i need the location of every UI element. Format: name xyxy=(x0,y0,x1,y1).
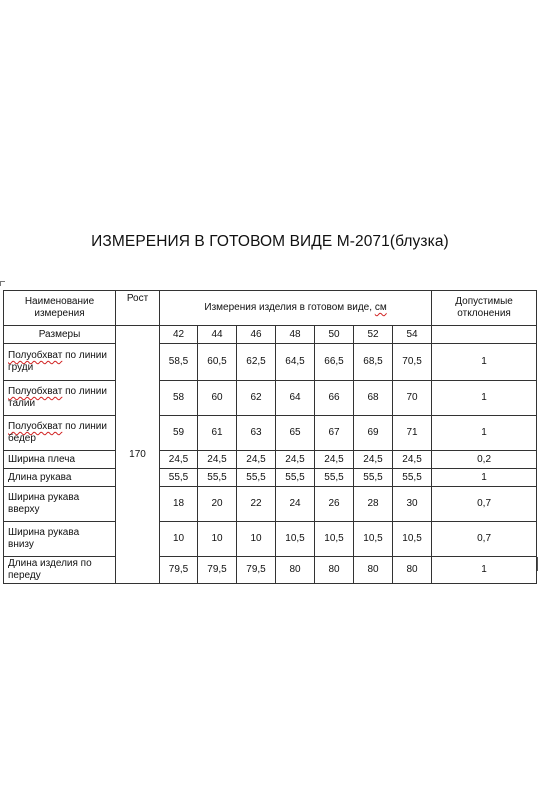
measurement-value-cell: 79,5 xyxy=(198,557,237,584)
measurement-name-cell xyxy=(4,469,116,487)
measurement-value-cell: 55,5 xyxy=(354,469,393,487)
measurement-row xyxy=(4,344,537,381)
measurement-value-cell: 58,5 xyxy=(160,344,198,381)
measurement-value-cell: 80 xyxy=(276,557,315,584)
measurement-name-text: Длина изделия по xyxy=(8,558,92,569)
measurement-name-line1 xyxy=(8,454,113,466)
measurement-name-flagged-word: Полуобхват xyxy=(8,350,63,361)
measurement-row xyxy=(4,557,537,584)
measurement-name-line2: талии xyxy=(8,398,36,409)
measurement-name-text: по линии xyxy=(62,350,107,361)
header-height: Рост xyxy=(126,293,149,304)
measurement-value-cell: 66,5 xyxy=(315,344,354,381)
size-cell: 44 xyxy=(198,326,237,344)
measurement-name-cell xyxy=(4,344,116,381)
sizes-tolerance-empty xyxy=(432,326,537,344)
measurement-value-cell: 55,5 xyxy=(315,469,354,487)
measurement-value-cell: 18 xyxy=(160,487,198,522)
header-tolerance-cell xyxy=(432,291,537,326)
measurement-value-cell: 64 xyxy=(276,381,315,416)
measurement-name-line1 xyxy=(8,558,113,570)
measurement-value-cell: 55,5 xyxy=(160,469,198,487)
header-tolerance-line1: Допустимые xyxy=(455,296,513,307)
measurement-name-line2: переду xyxy=(8,570,41,581)
size-cell: 42 xyxy=(160,326,198,344)
measurement-value-cell: 10 xyxy=(237,522,276,557)
measurement-name-cell xyxy=(4,381,116,416)
measurement-value-cell: 71 xyxy=(393,416,432,451)
measurement-value-cell: 59 xyxy=(160,416,198,451)
measurement-name-line1 xyxy=(8,492,113,504)
measurement-row xyxy=(4,469,537,487)
measurement-name-line1 xyxy=(8,386,113,398)
measurement-value-cell: 64,5 xyxy=(276,344,315,381)
measurement-name-text: Длина рукава xyxy=(8,471,72,483)
measurement-name-text: по линии xyxy=(62,386,107,397)
measurement-value-cell: 55,5 xyxy=(276,469,315,487)
size-cell: 52 xyxy=(354,326,393,344)
header-measurements-cell xyxy=(160,291,432,326)
measurement-value-cell: 24,5 xyxy=(393,451,432,469)
measurement-name-cell xyxy=(4,416,116,451)
tolerance-cell: 0,2 xyxy=(432,451,537,469)
measurement-value-cell: 24,5 xyxy=(237,451,276,469)
measurement-value-cell: 66 xyxy=(315,381,354,416)
measurement-row xyxy=(4,451,537,469)
header-name-line2: измерения xyxy=(34,308,85,319)
measurement-value-cell: 10,5 xyxy=(315,522,354,557)
measurement-name-line2: вверху xyxy=(8,504,40,515)
measurement-value-cell: 22 xyxy=(237,487,276,522)
measurement-value-cell: 61 xyxy=(198,416,237,451)
measurement-name-line1 xyxy=(8,527,113,539)
column-resize-marker xyxy=(537,557,538,571)
measurement-value-cell: 68 xyxy=(354,381,393,416)
measurement-value-cell: 10,5 xyxy=(393,522,432,557)
header-height-cell xyxy=(116,291,160,326)
measurement-value-cell: 26 xyxy=(315,487,354,522)
measurement-row xyxy=(4,381,537,416)
header-name-cell xyxy=(4,291,116,326)
measurement-row xyxy=(4,522,537,557)
measurement-row xyxy=(4,416,537,451)
tolerance-cell: 0,7 xyxy=(432,522,537,557)
measurement-value-cell: 55,5 xyxy=(198,469,237,487)
size-cell: 46 xyxy=(237,326,276,344)
measurement-value-cell: 65 xyxy=(276,416,315,451)
tolerance-cell: 0,7 xyxy=(432,487,537,522)
measurement-value-cell: 24,5 xyxy=(354,451,393,469)
tolerance-cell: 1 xyxy=(432,416,537,451)
measurement-name-text: Ширина рукава xyxy=(8,492,80,503)
measurement-name-text: по линии xyxy=(62,421,107,432)
tolerance-cell: 1 xyxy=(432,557,537,584)
measurement-value-cell: 10 xyxy=(160,522,198,557)
measurement-value-cell: 80 xyxy=(393,557,432,584)
header-tolerance-line2: отклонения xyxy=(457,308,511,319)
measurement-value-cell: 79,5 xyxy=(237,557,276,584)
measurement-value-cell: 80 xyxy=(354,557,393,584)
measurement-value-cell: 24,5 xyxy=(160,451,198,469)
measurement-value-cell: 67 xyxy=(315,416,354,451)
measurement-value-cell: 63 xyxy=(237,416,276,451)
measurement-name-cell xyxy=(4,522,116,557)
size-cell: 50 xyxy=(315,326,354,344)
tolerance-cell: 1 xyxy=(432,344,537,381)
measurement-name-flagged-word: Полуобхват xyxy=(8,386,63,397)
measurement-value-cell: 55,5 xyxy=(393,469,432,487)
document-title: ИЗМЕРЕНИЯ В ГОТОВОМ ВИДЕ М-2071(блузка) xyxy=(91,233,449,250)
measurement-value-cell: 70,5 xyxy=(393,344,432,381)
measurement-value-cell: 55,5 xyxy=(237,469,276,487)
measurement-value-cell: 79,5 xyxy=(160,557,198,584)
measurement-row xyxy=(4,487,537,522)
height-value: 170 xyxy=(129,448,146,460)
measurement-name-text: Ширина плеча xyxy=(8,453,76,465)
header-name-line1: Наименование xyxy=(24,296,95,307)
measurement-name-line1 xyxy=(8,472,113,484)
size-cell: 54 xyxy=(393,326,432,344)
measurement-value-cell: 10 xyxy=(198,522,237,557)
measurement-value-cell: 28 xyxy=(354,487,393,522)
tolerance-cell: 1 xyxy=(432,469,537,487)
measurement-value-cell: 70 xyxy=(393,381,432,416)
header-measurements-prefix: Измерения изделия в готовом виде, xyxy=(204,302,373,313)
measurement-name-line1 xyxy=(8,350,113,362)
measurement-name-line2: груди xyxy=(8,362,34,373)
measurement-value-cell: 60,5 xyxy=(198,344,237,381)
measurement-value-cell: 68,5 xyxy=(354,344,393,381)
measurement-value-cell: 30 xyxy=(393,487,432,522)
measurements-table xyxy=(3,290,537,584)
measurement-name-line2: внизу xyxy=(8,539,34,550)
measurement-name-cell xyxy=(4,557,116,584)
measurement-value-cell: 62 xyxy=(237,381,276,416)
header-measurements-unit: см xyxy=(374,302,387,313)
measurement-value-cell: 24,5 xyxy=(276,451,315,469)
size-cell: 48 xyxy=(276,326,315,344)
measurement-value-cell: 69 xyxy=(354,416,393,451)
measurement-name-line2: бедер xyxy=(8,433,36,444)
table-move-handle[interactable] xyxy=(0,281,5,286)
measurement-name-text: Ширина рукава xyxy=(8,527,80,538)
measurement-value-cell: 24,5 xyxy=(198,451,237,469)
sizes-label: Размеры xyxy=(4,326,116,344)
measurement-name-cell xyxy=(4,487,116,522)
measurement-value-cell: 58 xyxy=(160,381,198,416)
measurement-value-cell: 20 xyxy=(198,487,237,522)
measurement-value-cell: 10,5 xyxy=(354,522,393,557)
measurement-name-cell xyxy=(4,451,116,469)
sizes-row xyxy=(4,326,537,344)
tolerance-cell: 1 xyxy=(432,381,537,416)
measurement-name-line1 xyxy=(8,421,113,433)
measurement-value-cell: 24,5 xyxy=(315,451,354,469)
measurement-value-cell: 10,5 xyxy=(276,522,315,557)
measurement-value-cell: 60 xyxy=(198,381,237,416)
measurement-name-flagged-word: Полуобхват xyxy=(8,421,63,432)
header-row xyxy=(4,291,537,326)
measurement-value-cell: 24 xyxy=(276,487,315,522)
measurement-value-cell: 80 xyxy=(315,557,354,584)
height-value-cell xyxy=(116,326,160,584)
measurement-value-cell: 62,5 xyxy=(237,344,276,381)
